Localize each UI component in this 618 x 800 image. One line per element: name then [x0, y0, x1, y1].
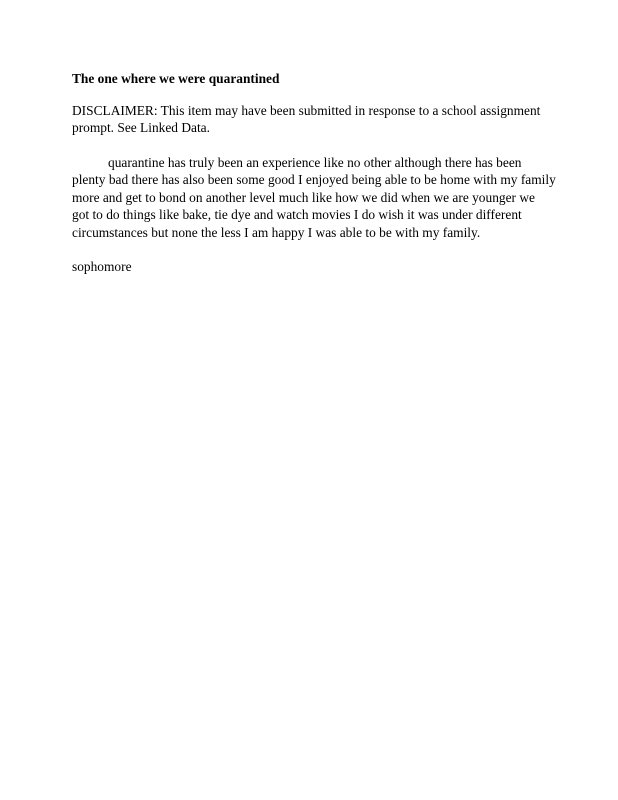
disclaimer-line: DISCLAIMER: This item may have been submitted in response to a school assignment	[72, 102, 541, 118]
body-line: more and get to bond on another level much like how we did when we are younger we	[72, 189, 535, 205]
disclaimer-paragraph	[72, 102, 550, 137]
body-line: plenty bad there has also been some good I enjoyed being able to be home with my family	[72, 172, 556, 187]
grade-level: sophomore	[72, 259, 132, 274]
body-paragraph	[72, 154, 556, 242]
disclaimer-line: prompt. See Linked Data.	[72, 120, 210, 135]
document-title: The one where we were quarantined	[72, 71, 280, 86]
body-line: quarantine has truly been an experience like no other although there has been	[108, 154, 522, 170]
document-content	[72, 70, 556, 276]
body-line: got to do things like bake, tie dye and watch movies I do wish it was under different	[72, 207, 522, 222]
body-line: circumstances but none the less I am happy I was able to be with my family.	[72, 224, 481, 240]
